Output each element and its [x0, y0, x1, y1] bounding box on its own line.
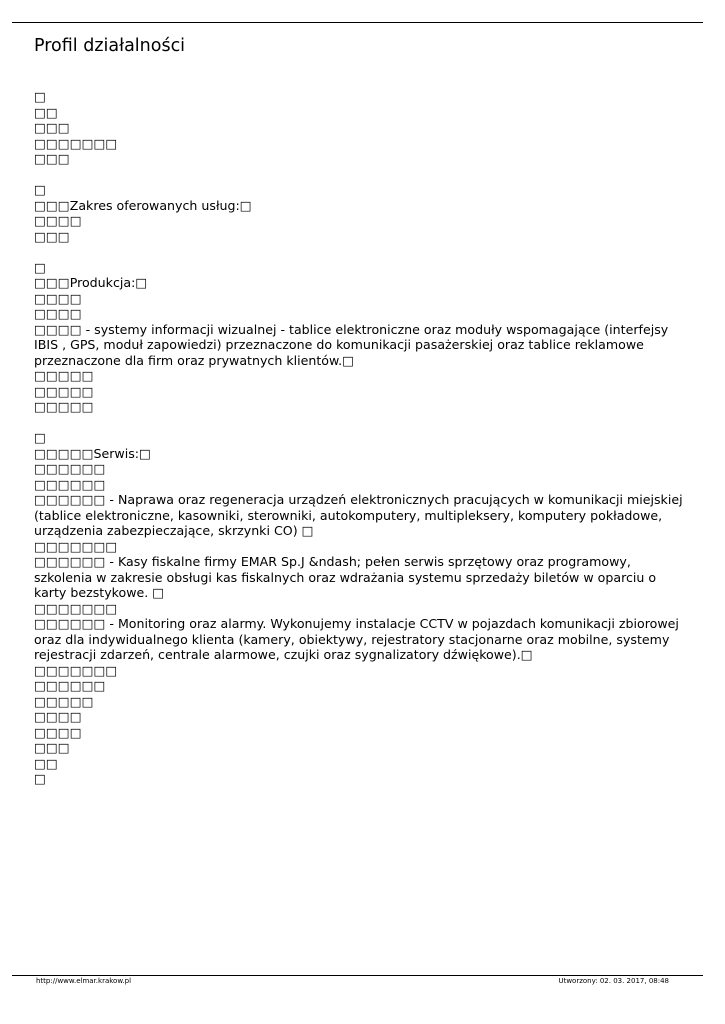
text-line: □ — [34, 89, 46, 104]
text-line: □□ — [34, 104, 58, 120]
footer-url: http://www.elmar.krakow.pl — [36, 977, 132, 985]
text-line: □□□□□□□ — [34, 135, 118, 151]
text-line: □□□□□□□ — [34, 662, 118, 678]
text-line: □ — [34, 771, 46, 786]
text-line: □□□□ — [34, 709, 82, 724]
paragraph-repair: □□□□□□ - Naprawa oraz regeneracja urządzeń elektronicznych pracujących w komunikacji miejskiej (tablice elektroniczne, kasowniki, sterowniki, autokomputery, multipleksery, komputery pokładowe, urządzenia zabezpieczające, skrzynki CO) □ — [34, 492, 683, 538]
page-title: Profil działalności — [34, 36, 186, 56]
text-line: □□ — [34, 755, 58, 771]
paragraph-production: □□□□ - systemy informacji wizualnej - tablice elektroniczne oraz moduły wspomagające (interfejsy IBIS , GPS, moduł zapowiedzi) przeznaczone do komunikacji pasażerskiej oraz tablice reklamowe przeznaczone dla firm oraz prywatnych klientów.□ — [34, 321, 669, 368]
paragraph-monitoring: □□□□□□ - Monitoring oraz alarmy. Wykonujemy instalacje CCTV w pojazdach komunikacji zbiorowej oraz dla indywidualnego klienta (kamery, obiektywy, rejestratory stacjonarne oraz mobilne, systemy rejestracji zdarzeń, centrale alarmowe, czujki oraz sygnalizatory dźwiękowe).□ — [34, 616, 679, 662]
text-line: □ — [34, 259, 46, 275]
text-line: □□□□□□□ — [34, 538, 118, 554]
section-heading-service: □□□□□Serwis:□ — [34, 445, 151, 461]
text-line: □□□□□□□ — [34, 600, 118, 616]
paragraph-fiscal-registers: □□□□□□ - Kasy fiskalne firmy EMAR Sp.J &ndash; pełen serwis sprzętowy oraz programowy, szkolenia w zakresie obsługi kas fiskalnych oraz wdrażania systemu sprzedaży biletów w oparciu o karty bezstykowe. □ — [34, 554, 657, 600]
header-divider — [12, 22, 703, 23]
text-line: □□□□□ — [34, 399, 94, 414]
blank-line — [34, 415, 684, 431]
text-line: □□□□ — [34, 213, 82, 228]
text-line: □□□□□ — [34, 693, 94, 709]
text-line: □□□ — [34, 228, 70, 244]
text-line: □□□ — [34, 120, 70, 135]
footer-divider — [12, 975, 703, 976]
section-heading-services: □□□Zakres oferowanych usług:□ — [34, 197, 252, 213]
blank-line — [34, 244, 684, 260]
text-line: □□□ — [34, 151, 70, 166]
text-line: □□□□ — [34, 724, 82, 740]
text-line: □□□□□□ — [34, 461, 106, 476]
text-line: □□□□□ — [34, 383, 94, 399]
document-body — [34, 89, 684, 787]
text-line: □□□□□ — [34, 368, 94, 383]
text-line: □ — [34, 430, 46, 445]
text-line: □□□ — [34, 740, 70, 755]
section-heading-production: □□□Produkcja:□ — [34, 275, 148, 290]
blank-line — [34, 167, 684, 183]
text-line: □□□□ — [34, 290, 82, 306]
footer-created-date: Utworzony: 02. 03. 2017, 08:48 — [558, 977, 669, 985]
text-line: □ — [34, 182, 46, 197]
text-line: □□□□ — [34, 306, 82, 321]
text-line: □□□□□□ — [34, 476, 106, 492]
text-line: □□□□□□ — [34, 678, 106, 693]
